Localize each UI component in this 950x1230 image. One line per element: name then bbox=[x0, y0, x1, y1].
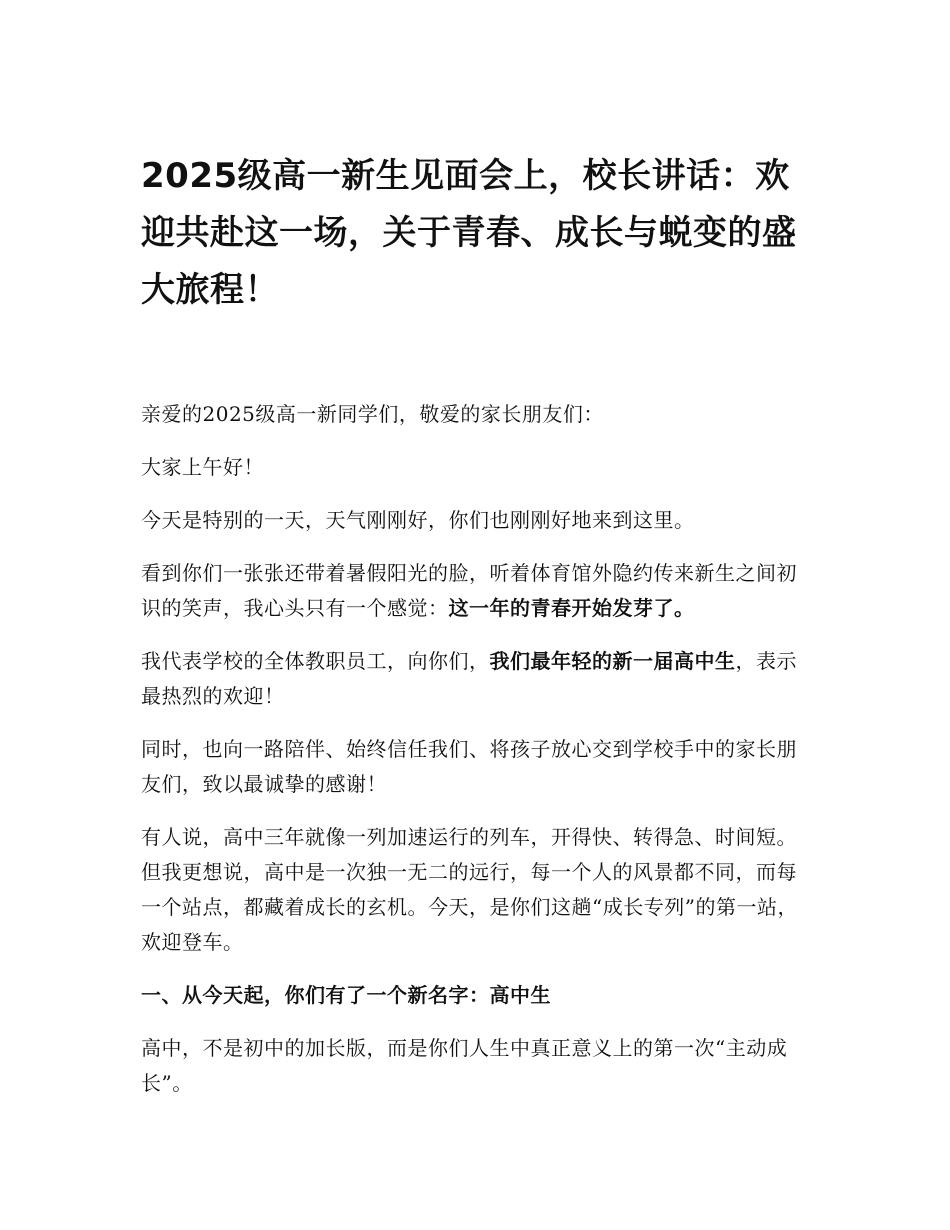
paragraph-2-text: 看到你们一张张还带着暑假阳光的脸，听着体育馆外隐约传来新生之间初识的笑声，我心头只有一个感觉： bbox=[141, 561, 797, 620]
paragraph-3-emphasis: 我们最年轻的新一届高中生 bbox=[489, 649, 736, 673]
paragraph-5: 有人说，高中三年就像一列加速运行的列车，开得快、转得急、时间短。但我更想说，高中是一次独一无二的远行，每一个人的风景都不同，而每一个站点，都藏着成长的玄机。今天，是你们这趟“成长专列”的第一站，欢迎登车。 bbox=[141, 825, 798, 954]
paragraph-1: 今天是特别的一天，天气刚刚好，你们也刚刚好地来到这里。 bbox=[141, 508, 695, 532]
document-page bbox=[141, 148, 805, 1101]
salutation-paragraph: 大家上午好！ bbox=[141, 455, 264, 479]
greeting-paragraph: 亲爱的2025级高一新同学们，敬爱的家长朋友们： bbox=[141, 402, 604, 426]
document-title: 2025级高一新生见面会上，校长讲话：欢迎共赴这一场，关于青春、成长与蜕变的盛大旅程！ bbox=[141, 156, 797, 310]
paragraph-3-text-a: 我代表学校的全体教职员工，向你们， bbox=[141, 649, 490, 673]
paragraph-3 bbox=[141, 644, 805, 714]
paragraph-6: 高中，不是初中的加长版，而是你们人生中真正意义上的第一次“主动成长”。 bbox=[141, 1036, 788, 1095]
document-body bbox=[141, 397, 805, 1101]
paragraph-4: 同时，也向一路陪伴、始终信任我们、将孩子放心交到学校手中的家长朋友们，致以最诚挚的感谢！ bbox=[141, 737, 797, 796]
paragraph-2-emphasis: 这一年的青春开始发芽了。 bbox=[448, 596, 695, 620]
section-1-heading: 一、从今天起，你们有了一个新名字：高中生 bbox=[141, 983, 551, 1007]
paragraph-3-text-b: ，表示最热烈的欢迎！ bbox=[141, 649, 797, 708]
paragraph-2 bbox=[141, 556, 805, 626]
